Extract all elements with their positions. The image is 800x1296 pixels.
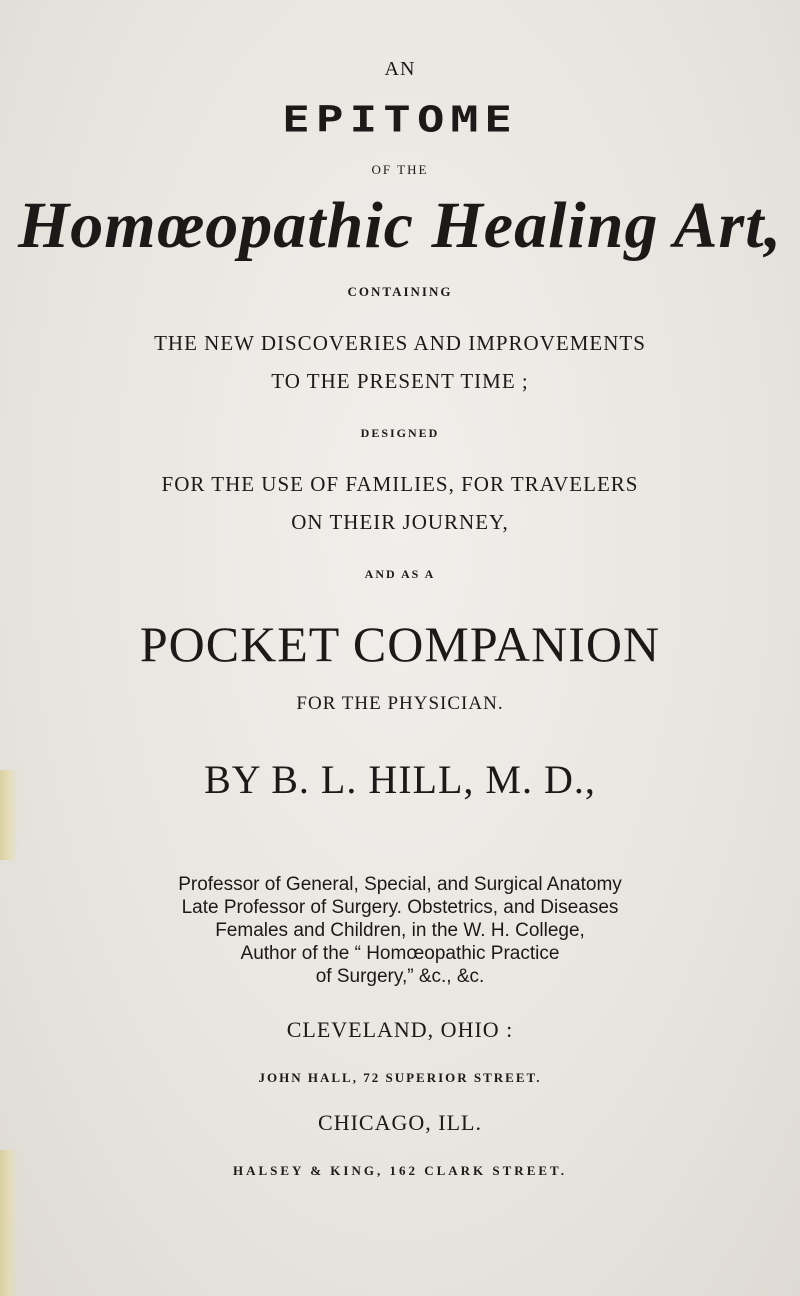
main-title: Homœopathic Healing Art, <box>17 189 783 262</box>
purpose-line-2: ON THEIR JOURNEY, <box>291 510 509 534</box>
imprint-city: CHICAGO, ILL. <box>318 1110 482 1135</box>
purpose-line-1: FOR THE USE OF FAMILIES, FOR TRAVELERS <box>161 472 639 496</box>
credential-line: Professor of General, Special, and Surgical Anatomy <box>178 874 622 895</box>
for-physician-line: FOR THE PHYSICIAN. <box>296 693 504 714</box>
pocket-companion-heading: POCKET COMPANION <box>139 616 661 672</box>
title-epitome: EPITOME <box>282 97 518 141</box>
imprint-publisher: HALSEY & KING, 162 CLARK STREET. <box>232 1163 567 1178</box>
subtitle-line-1: THE NEW DISCOVERIES AND IMPROVEMENTS <box>154 331 646 355</box>
credential-line: Late Professor of Surgery. Obstetrics, and Diseases <box>181 897 619 918</box>
credential-line: of Surgery,” &c., &c. <box>315 966 485 987</box>
containing-label: CONTAINING <box>347 284 453 299</box>
author-byline: BY B. L. HILL, M. D., <box>204 757 596 802</box>
and-as-a-label: AND AS A <box>364 567 436 581</box>
author-credentials <box>0 873 800 988</box>
subtitle-line-2: TO THE PRESENT TIME ; <box>271 369 529 393</box>
imprint-city: CLEVELAND, OHIO : <box>286 1017 514 1042</box>
title-article: AN <box>384 58 416 80</box>
credential-line: Females and Children, in the W. H. College, <box>215 920 585 941</box>
credential-line: Author of the “ Homœopathic Practice <box>240 943 560 964</box>
imprint-publisher: JOHN HALL, 72 SUPERIOR STREET. <box>258 1070 542 1085</box>
designed-label: DESIGNED <box>360 426 440 440</box>
title-of-the: OF THE <box>371 162 429 177</box>
